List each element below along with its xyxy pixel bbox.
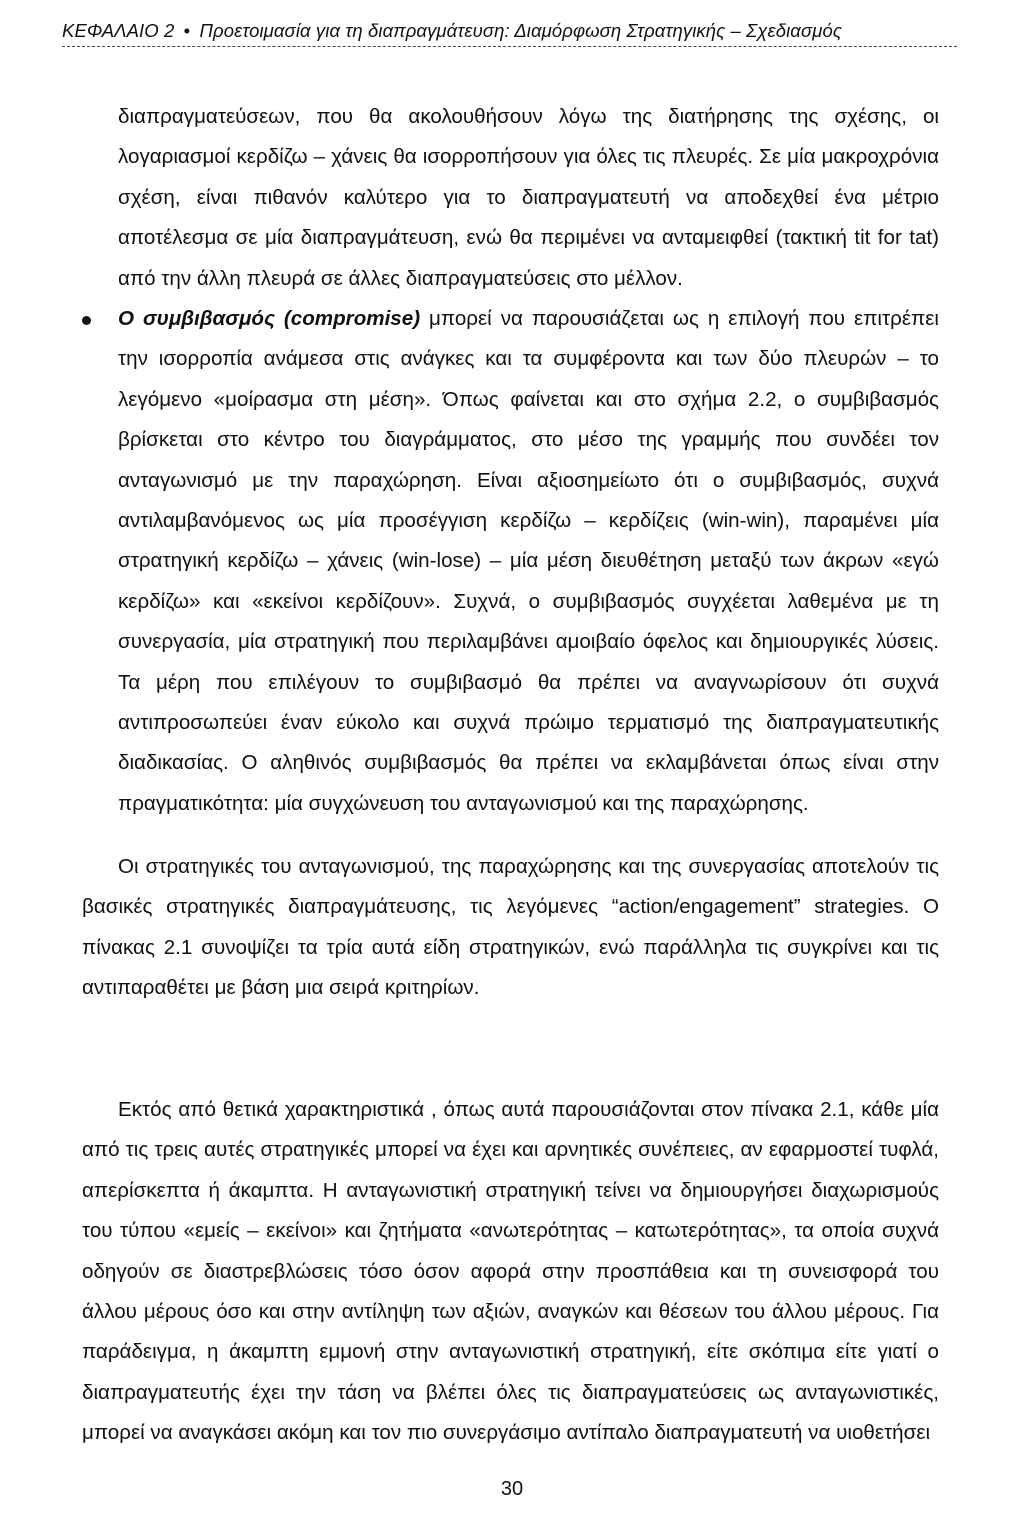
chapter-label: ΚΕΦΑΛΑΙΟ 2 — [62, 20, 175, 41]
paragraph-negatives: Εκτός από θετικά χαρακτηριστικά , όπως αυτά παρουσιάζονται στον πίνακα 2.1, κάθε μία από τις τρεις αυτές στρατηγικές μπορεί να έχει και αρνητικές συνέπειες, αν εφαρμοστεί τυφλά, απερίσκεπτα ή άκαμπτα. Η ανταγωνιστική στρατηγική τείνει να δημιουργήσει διαχωρισμούς του τύπου «εμείς – εκείνοι» και ζητήματα «ανωτερότητας – κατωτερότητας», τα οποία συχνά οδηγούν σε διαστρεβλώσεις τόσο όσον αφορά στην προσπάθεια και τη συνεισφορά του άλλου μέρους όσο και στην αντίληψη των αξιών, αναγκών και θέσεων του άλλου μέρους. Για παράδειγμα, η άκαμπτη εμμονή στην ανταγωνιστική στρατηγική, είτε σκόπιμα είτε γιατί ο διαπραγματευτής έχει την τάση να βλέπει όλες τις διαπραγματεύσεις ως ανταγωνιστικές, μπορεί να αναγκάσει ακόμη και τον πιο συνεργάσιμο αντίπαλο διαπραγματευτή να υιοθετήσει — [82, 1098, 939, 1445]
header-separator: • — [183, 20, 191, 41]
page-number: 30 — [500, 1478, 524, 1500]
paragraph-strategies: Οι στρατηγικές του ανταγωνισμού, της παραχώρησης και της συνεργασίας αποτελούν τις βασικές στρατηγικές διαπραγμάτευσης, τις λεγόμενες “action/engagement” strategies. Ο πίνακας 2.1 συνοψίζει τα τρία αυτά είδη στρατηγικών, ενώ παράλληλα τις συγκρίνει και τις αντιπαραθέτει με βάση μια σειρά κριτηρίων. — [82, 855, 939, 1000]
paragraph-continuation: διαπραγματεύσεων, που θα ακολουθήσουν λόγω της διατήρησης της σχέσης, οι λογαριασμοί κερδίζω – χάνεις θα ισορροπήσουν για όλες τις πλευρές. Σε μία μακροχρόνια σχέση, είναι πιθανόν καλύτερο για το διαπραγματευτή να αποδεχθεί ένα μέτριο αποτέλεσμα σε μία διαπραγμάτευση, ενώ θα περιμένει να ανταμειφθεί (τακτική tit for tat) από την άλλη πλευρά σε άλλες διαπραγματεύσεις στο μέλλον. — [118, 105, 939, 290]
bullet-body: μπορεί να παρουσιάζεται ως η επιλογή που επιτρέπει την ισορροπία ανάμεσα στις ανάγκες και τα συμφέροντα και των δύο πλευρών – το λεγόμενο «μοίρασμα στη μέση». Όπως φαίνεται και στο σχήμα 2.2, ο συμβιβασμός βρίσκεται στο κέντρο του διαγράμματος, στο μέσο της γραμμής που συνδέει τον ανταγωνισμό με την παραχώρηση. Είναι αξιοσημείωτο ότι ο συμβιβασμός, συχνά αντιλαμβανόμενος ως μία προσέγγιση κερδίζω – κερδίζεις (win-win), παραμένει μία στρατηγική κερδίζω – χάνεις (win-lose) – μία μέση διευθέτηση μεταξύ των άκρων «εγώ κερδίζω» και «εκείνοι κερδίζουν». Συχνά, ο συμβιβασμός συγχέεται λαθεμένα με τη συνεργασία, μία στρατηγική που περιλαμβάνει αμοιβαίο όφελος και δημιουργικές λύσεις. Τα μέρη που επιλέγουν το συμβιβασμό θα πρέπει να αναγνωρίσουν ότι συχνά αντιπροσωπεύει έναν εύκολο και συχνά πρώιμο τερματισμό της διαπραγματευτικής διαδικασίας. Ο αληθινός συμβιβασμός θα πρέπει να εκλαμβάνεται όπως είναι στην πραγματικότητα: μία συγχώνευση του ανταγωνισμού και της παραχώρησης. — [118, 307, 939, 815]
bullet-icon — [82, 316, 91, 325]
running-header — [62, 20, 957, 47]
bullet-paragraph — [118, 299, 939, 824]
bullet-term: Ο συμβιβασμός (compromise) — [118, 307, 421, 330]
chapter-title: Προετοιμασία για τη διαπραγμάτευση: Διαμόρφωση Στρατηγικής – Σχεδιασμός — [199, 20, 842, 41]
